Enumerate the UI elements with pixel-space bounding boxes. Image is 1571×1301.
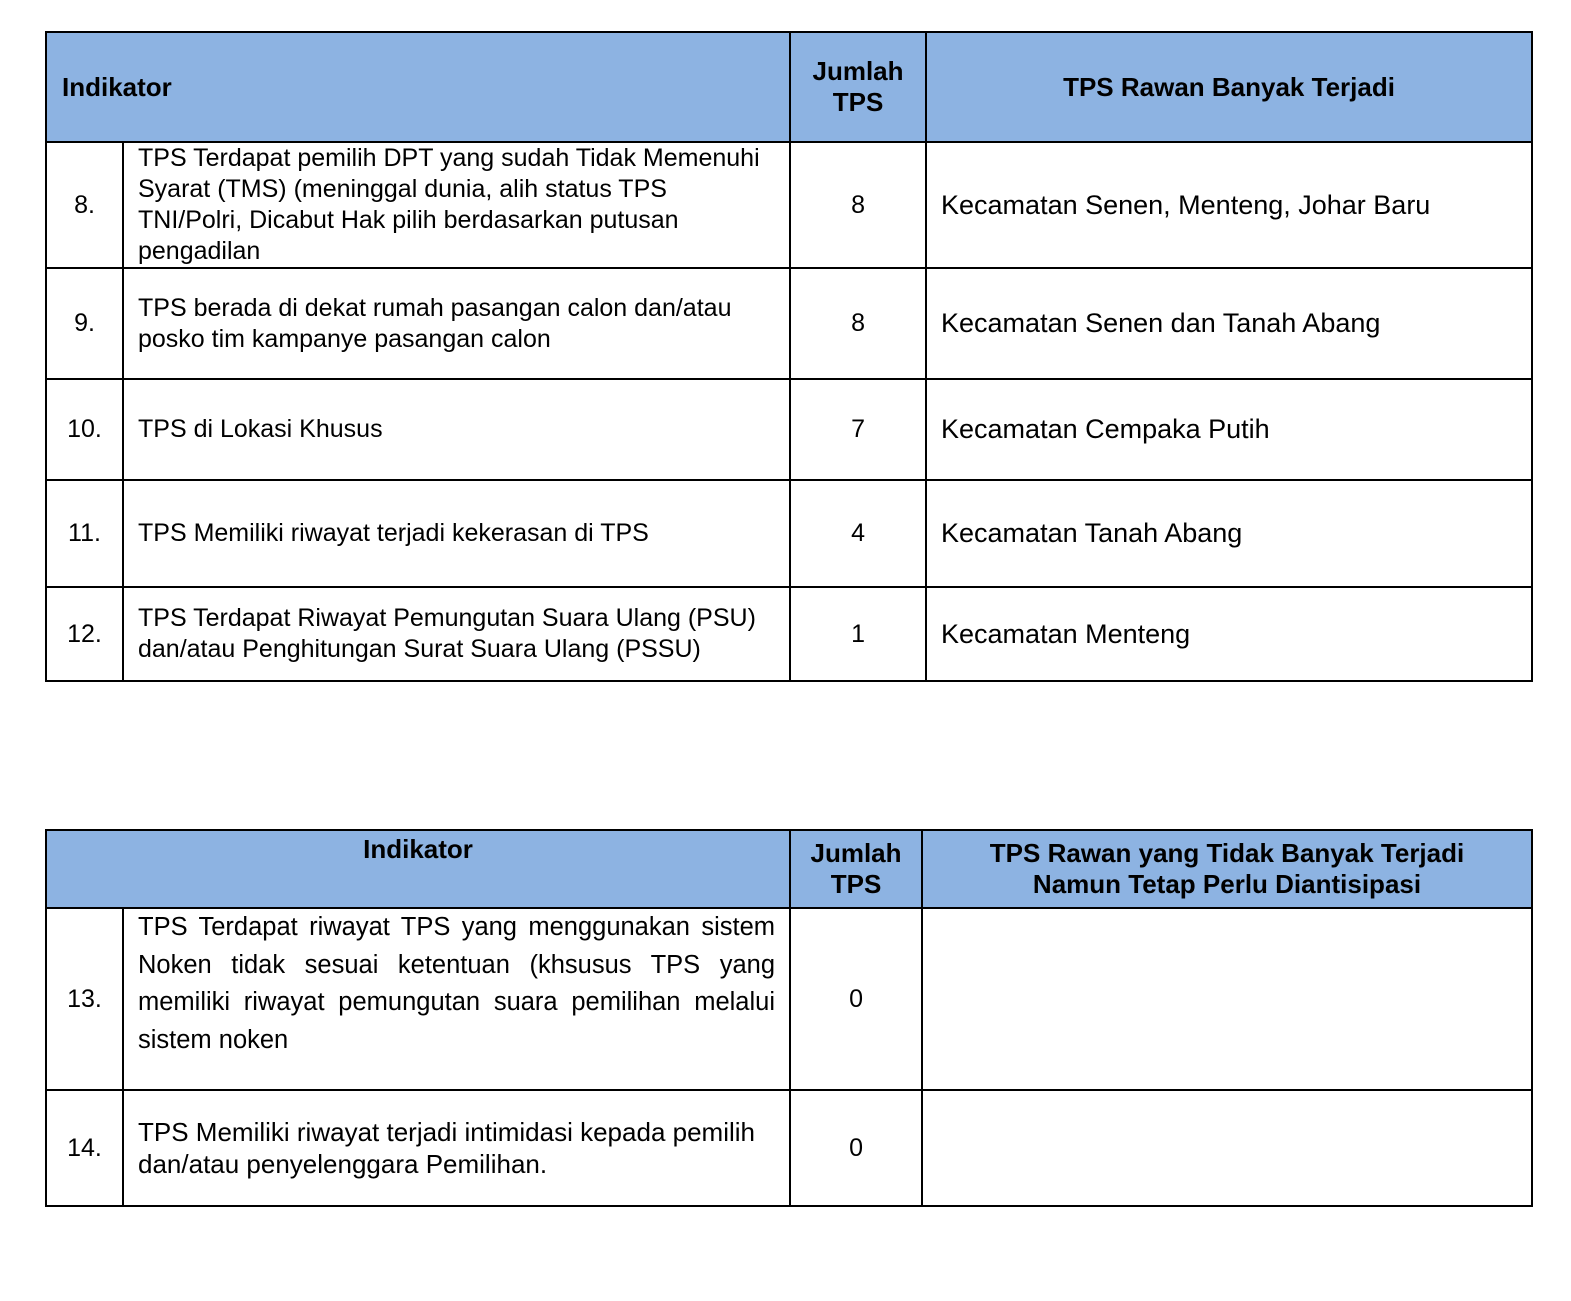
row-indikator: TPS di Lokasi Khusus [123,379,790,480]
row-indikator: TPS Terdapat riwayat TPS yang menggunakan sistem Noken tidak sesuai ketentuan (khsusus TPS yang memiliki riwayat pemungutan suara pemilihan melalui sistem noken [123,908,790,1090]
row-jumlah: 0 [790,1090,922,1206]
header-indikator: Indikator [46,830,790,908]
row-jumlah: 0 [790,908,922,1090]
header-lokasi: TPS Rawan Banyak Terjadi [926,32,1532,142]
header-jumlah-line2: TPS [830,869,882,899]
row-jumlah: 4 [790,480,926,587]
header-jumlah-tps [790,830,922,908]
header-lokasi-line1: TPS Rawan yang Tidak Banyak Terjadi [989,838,1465,868]
row-indikator: TPS Memiliki riwayat terjadi intimidasi kepada pemilih dan/atau penyelenggara Pemilihan. [123,1090,790,1206]
table-row [46,379,1532,480]
row-lokasi: Kecamatan Tanah Abang [926,480,1532,587]
row-indikator: TPS Memiliki riwayat terjadi kekerasan di TPS [123,480,790,587]
table-row [46,587,1532,681]
table-header-row [46,830,1532,908]
row-number: 10. [46,379,123,480]
row-lokasi: Kecamatan Cempaka Putih [926,379,1532,480]
header-jumlah-tps [790,32,926,142]
row-lokasi: Kecamatan Menteng [926,587,1532,681]
row-lokasi [922,908,1532,1090]
header-lokasi-line2: Namun Tetap Perlu Diantisipasi [1032,869,1422,899]
header-lokasi [922,830,1532,908]
header-jumlah-line2: TPS [832,87,884,117]
row-lokasi [922,1090,1532,1206]
tps-rawan-antisipasi-table [45,829,1533,1207]
row-number: 14. [46,1090,123,1206]
row-indikator: TPS Terdapat pemilih DPT yang sudah Tidak Memenuhi Syarat (TMS) (meninggal dunia, alih status TPS TNI/Polri, Dicabut Hak pilih berdasarkan putusan pengadilan [123,142,790,268]
row-lokasi: Kecamatan Senen, Menteng, Johar Baru [926,142,1532,268]
header-indikator: Indikator [46,32,790,142]
table-row [46,1090,1532,1206]
tps-rawan-table [45,31,1533,682]
row-jumlah: 7 [790,379,926,480]
header-jumlah-line1: Jumlah [810,838,902,868]
row-number: 11. [46,480,123,587]
row-jumlah: 1 [790,587,926,681]
row-number: 8. [46,142,123,268]
table-row [46,142,1532,268]
row-jumlah: 8 [790,142,926,268]
table-row [46,908,1532,1090]
table-row [46,480,1532,587]
row-number: 9. [46,268,123,379]
row-lokasi: Kecamatan Senen dan Tanah Abang [926,268,1532,379]
row-number: 12. [46,587,123,681]
row-indikator: TPS berada di dekat rumah pasangan calon dan/atau posko tim kampanye pasangan calon [123,268,790,379]
row-indikator: TPS Terdapat Riwayat Pemungutan Suara Ulang (PSU) dan/atau Penghitungan Surat Suara Ulang (PSSU) [123,587,790,681]
table-row [46,268,1532,379]
header-jumlah-line1: Jumlah [812,56,904,86]
row-jumlah: 8 [790,268,926,379]
row-number: 13. [46,908,123,1090]
table-header-row [46,32,1532,142]
